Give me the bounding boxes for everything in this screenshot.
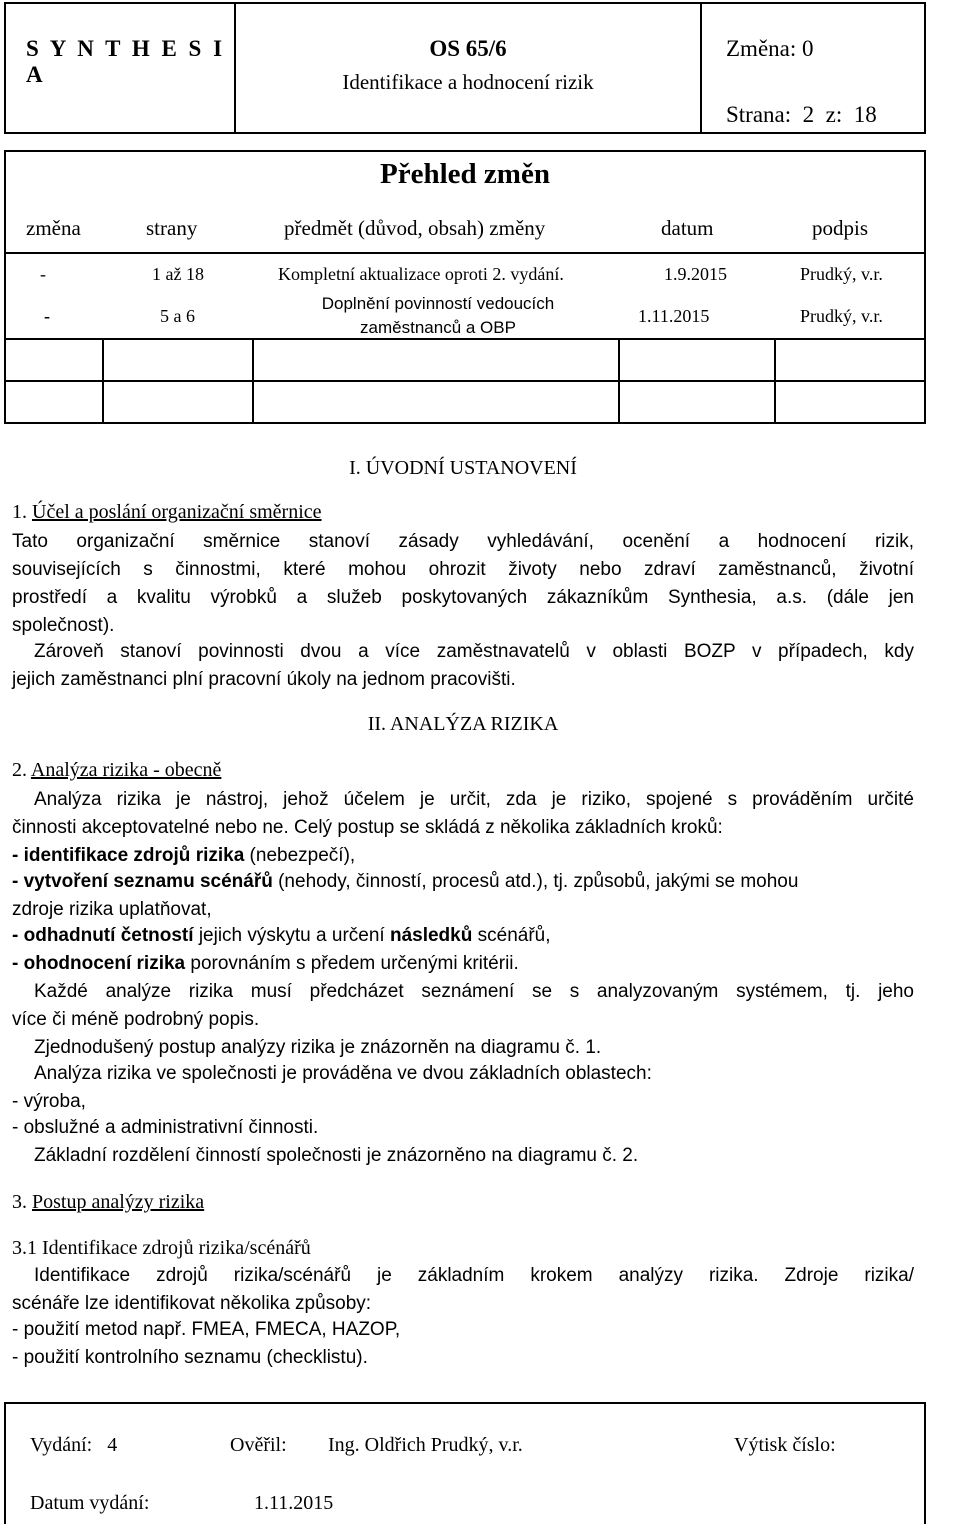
- paragraph-line: jejich zaměstnanci plní pracovní úkoly na jednom pracovišti.: [12, 669, 516, 690]
- item-number: 1.: [12, 501, 27, 523]
- row-change: -: [44, 306, 50, 326]
- list-item: - výroba,: [12, 1091, 86, 1112]
- copy-number: Výtisk číslo:: [734, 1434, 836, 1456]
- paragraph-line: souvisejících s činnostmi, které mohou ohrozit životy nebo zdraví zaměstnanců, životní: [12, 559, 914, 580]
- row-date: 1.11.2015: [638, 306, 710, 326]
- document-header: [4, 2, 926, 134]
- paragraph-line: více či méně podrobný popis.: [12, 1009, 260, 1030]
- line-rest: (nehody, činností, procesů atd.), tj. způsobů, jakými se mohou: [272, 871, 799, 892]
- table-row-divider: [6, 380, 924, 382]
- page-number: Strana: 2 z: 18: [726, 102, 877, 127]
- col-header-subject: předmět (důvod, obsah) změny: [284, 216, 546, 240]
- bold-term: následků: [389, 925, 473, 946]
- paragraph-line: činnosti akceptovatelné nebo ne. Celý postup se skládá z několika základních kroků:: [12, 817, 723, 838]
- list-item: - obslužné a administrativní činnosti.: [12, 1117, 319, 1138]
- item-number: 2.: [12, 759, 27, 781]
- change-number: Změna: 0: [726, 36, 814, 61]
- header-meta-cell: [702, 4, 924, 132]
- changes-table-header: [4, 150, 926, 254]
- bold-term: - ohodnocení rizika: [12, 953, 186, 974]
- section-2-heading: II. ANALÝZA RIZIKA: [367, 713, 559, 735]
- bold-term: - odhadnutí četností: [12, 925, 194, 946]
- bullet-line: [12, 950, 914, 978]
- bullet-line: [12, 868, 914, 896]
- section-3-1-title: [12, 1234, 914, 1262]
- table-row-divider: [6, 338, 924, 340]
- bold-term: - identifikace zdrojů rizika: [12, 845, 245, 866]
- changes-title: Přehled změn: [380, 158, 550, 190]
- verified-label: Ověřil:: [230, 1434, 287, 1456]
- row-subject-line1: Doplnění povinností vedoucích: [321, 294, 555, 313]
- item-title: Postup analýzy rizika: [32, 1191, 205, 1213]
- item-title: Účel a poslání organizační směrnice: [32, 501, 322, 523]
- list-item: - použití kontrolního seznamu (checklistu).: [12, 1347, 368, 1368]
- item-number: 3.1: [12, 1237, 37, 1259]
- paragraph-line: Každé analýze rizika musí předcházet seznámení se s analyzovaným systémem, tj. jeho: [34, 981, 914, 1002]
- row-subject: Kompletní aktualizace oproti 2. vydání.: [278, 264, 564, 284]
- paragraph-line: Analýza rizika ve společnosti je prováděna ve dvou základních oblastech:: [34, 1063, 652, 1084]
- section-2-item-title: [12, 756, 914, 784]
- bullet-line: [12, 842, 914, 870]
- item-title: Identifikace zdrojů rizika/scénářů: [42, 1237, 311, 1259]
- section-1-heading: I. ÚVODNÍ USTANOVENÍ: [349, 457, 577, 479]
- item-number: 3.: [12, 1191, 27, 1213]
- row-signature: Prudký, v.r.: [800, 306, 883, 326]
- section-3-item-title: [12, 1188, 914, 1216]
- changes-table: [4, 250, 926, 424]
- header-company-cell: [6, 4, 236, 132]
- col-header-date: datum: [661, 216, 714, 240]
- header-title-cell: [236, 4, 702, 132]
- row-subject-line2: zaměstnanců a OBP: [360, 318, 516, 337]
- paragraph-line: prostředí a kvalitu výrobků a služeb poskytovaných zákazníkům Synthesia, a.s. (dále jen: [12, 587, 914, 608]
- bullet-line: [12, 922, 914, 950]
- doc-number: OS 65/6: [429, 36, 507, 61]
- company-name: S Y N T H E S I A: [26, 36, 226, 87]
- edition-number: Vydání: 4: [30, 1434, 118, 1456]
- row-date: 1.9.2015: [664, 264, 727, 284]
- col-header-signature: podpis: [812, 216, 869, 240]
- section-1-item-title: [12, 498, 914, 526]
- paragraph-line: zdroje rizika uplatňovat,: [12, 899, 212, 920]
- row-signature: Prudký, v.r.: [800, 264, 883, 284]
- paragraph-line: Základní rozdělení činností společnosti je znázorněno na diagramu č. 2.: [34, 1145, 639, 1166]
- col-header-pages: strany: [146, 216, 198, 240]
- line-rest: porovnáním s předem určenými kritérii.: [185, 953, 519, 974]
- paragraph-line: Zároveň stanoví povinnosti dvou a více zaměstnavatelů v oblasti BOZP v případech, kdy: [34, 641, 914, 662]
- line-rest: (nebezpečí),: [244, 845, 356, 866]
- paragraph-line: Analýza rizika je nástroj, jehož účelem je určit, zda je riziko, spojené s prováděním určité: [34, 789, 914, 810]
- line-rest: jejich výskytu a určení: [193, 925, 390, 946]
- paragraph-line: Identifikace zdrojů rizika/scénářů je základním krokem analýzy rizika. Zdroje rizika/: [34, 1265, 914, 1286]
- verified-by: Ing. Oldřich Prudký, v.r.: [328, 1434, 523, 1456]
- issue-date-label: Datum vydání:: [30, 1492, 150, 1514]
- row-pages: 5 a 6: [160, 306, 195, 326]
- paragraph-line: společnost).: [12, 615, 115, 636]
- list-item: - použití metod např. FMEA, FMECA, HAZOP,: [12, 1319, 401, 1340]
- bold-term: - vytvoření seznamu scénářů: [12, 871, 273, 892]
- doc-title: Identifikace a hodnocení rizik: [342, 70, 594, 94]
- row-pages: 1 až 18: [152, 264, 204, 284]
- paragraph-line: scénáře lze identifikovat několika způsoby:: [12, 1293, 372, 1314]
- col-header-change: změna: [26, 216, 81, 240]
- line-rest: scénářů,: [472, 925, 551, 946]
- issue-date: 1.11.2015: [254, 1492, 334, 1514]
- paragraph-line: Tato organizační směrnice stanoví zásady vyhledávání, ocenění a hodnocení rizik,: [12, 531, 914, 552]
- item-title: Analýza rizika - obecně: [30, 759, 222, 781]
- paragraph-line: Zjednodušený postup analýzy rizika je znázorněn na diagramu č. 1.: [34, 1037, 602, 1058]
- row-change: -: [40, 264, 46, 284]
- document-footer: [4, 1402, 926, 1524]
